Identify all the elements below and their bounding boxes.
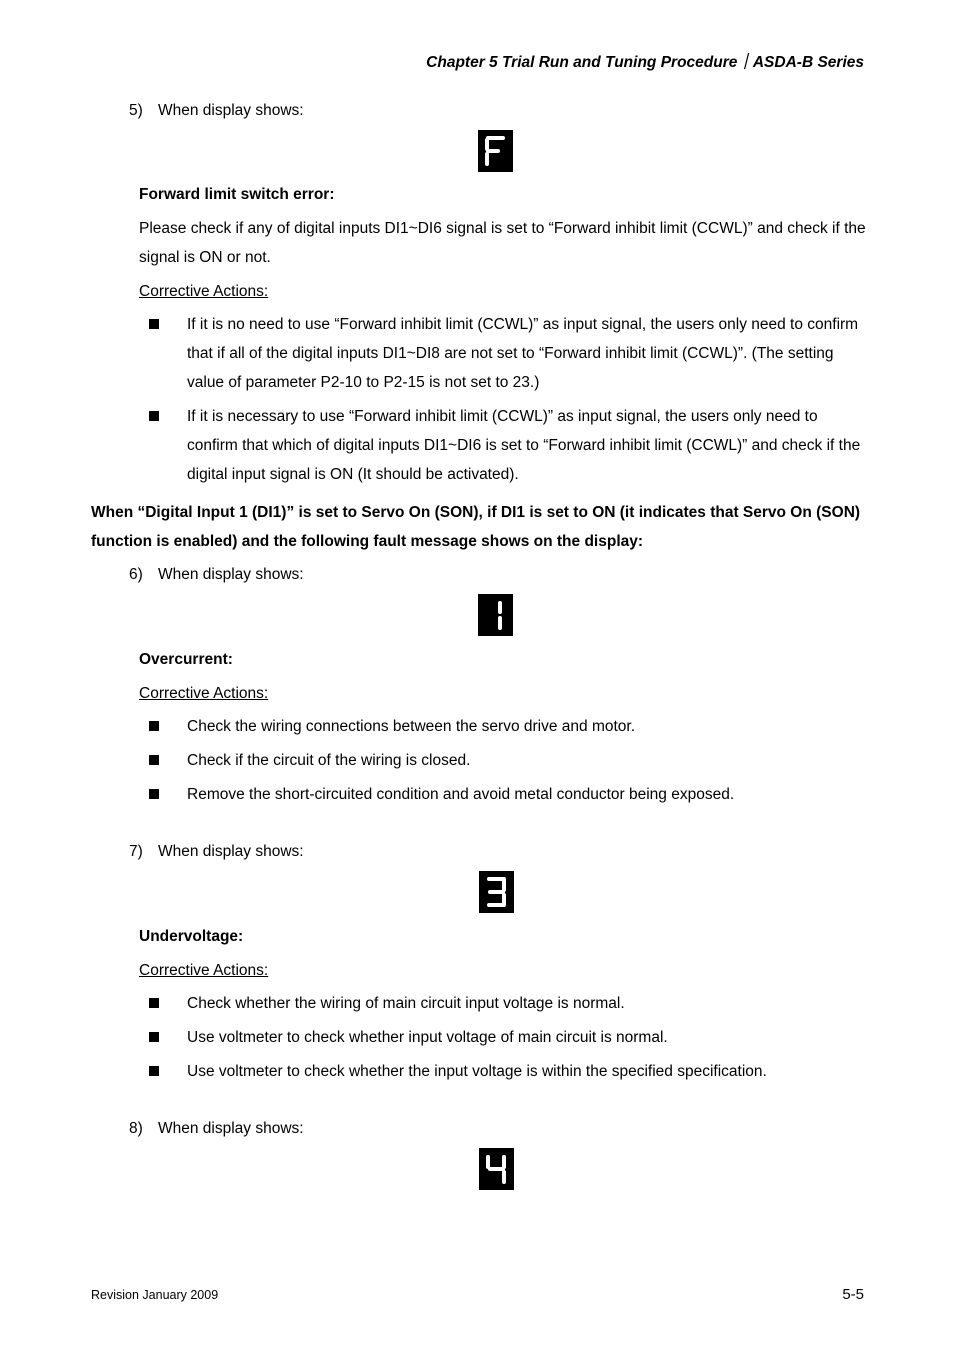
list-item-text: Remove the short-circuited condition and avoid metal conductor being exposed. xyxy=(187,786,735,803)
bullet-square-icon xyxy=(149,1066,159,1076)
list-item-text: Use voltmeter to check whether input voltage of main circuit is normal. xyxy=(187,1029,668,1046)
bullet-square-icon xyxy=(149,755,159,765)
running-header: Chapter 5 Trial Run and Tuning Procedure｜ASDA-B Series xyxy=(426,54,864,71)
corrective-actions-label: Corrective Actions: xyxy=(139,962,269,979)
corrective-actions-label: Corrective Actions: xyxy=(139,283,269,300)
step-number: 7) xyxy=(129,843,143,860)
display-1-icon xyxy=(478,594,513,636)
list-item xyxy=(149,989,869,1018)
bullet-square-icon xyxy=(149,1032,159,1042)
step-7-label xyxy=(129,843,304,861)
step-8-label xyxy=(129,1120,304,1138)
error-heading: Undervoltage: xyxy=(139,928,244,945)
display-f-icon xyxy=(478,130,513,172)
list-item xyxy=(149,310,869,397)
list-item-text: If it is necessary to use “Forward inhibit limit (CCWL)” as input signal, the users only need to confirm that which of digital inputs DI1~DI6 is set to “Forward inhibit limit (CCWL)” and check if the digital input signal is ON (It should be activated). xyxy=(187,408,861,483)
step-5-label xyxy=(129,102,304,120)
bullet-square-icon xyxy=(149,998,159,1008)
list-item-text: Check whether the wiring of main circuit input voltage is normal. xyxy=(187,995,625,1012)
step-number: 8) xyxy=(129,1120,143,1137)
list-item-text: Check the wiring connections between the servo drive and motor. xyxy=(187,718,636,735)
step-number: 5) xyxy=(129,102,143,119)
bullet-square-icon xyxy=(149,319,159,329)
list-item-text: Use voltmeter to check whether the input voltage is within the specified specification. xyxy=(187,1063,767,1080)
bullet-square-icon xyxy=(149,411,159,421)
step-number: 6) xyxy=(129,566,143,583)
list-item xyxy=(149,1057,869,1086)
son-note: When “Digital Input 1 (DI1)” is set to Servo On (SON), if DI1 is set to ON (it indicates that Servo On (SON) function is enabled) and the following fault message shows on the display: xyxy=(91,504,861,550)
page-number: 5-5 xyxy=(842,1286,864,1303)
step-text: When display shows: xyxy=(158,102,304,119)
step-text: When display shows: xyxy=(158,843,304,860)
error-description: Please check if any of digital inputs DI1~DI6 signal is set to “Forward inhibit limit (CCWL)” and check if the signal is ON or not. xyxy=(139,220,866,266)
bullet-square-icon xyxy=(149,789,159,799)
display-4-icon xyxy=(479,1148,514,1190)
display-3-icon xyxy=(479,871,514,913)
step-text: When display shows: xyxy=(158,1120,304,1137)
revision-text: Revision January 2009 xyxy=(91,1288,219,1302)
corrective-actions-label: Corrective Actions: xyxy=(139,685,269,702)
list-item xyxy=(149,780,869,809)
error-heading: Forward limit switch error: xyxy=(139,186,335,203)
list-item xyxy=(149,1023,869,1052)
bullet-square-icon xyxy=(149,721,159,731)
list-item-text: Check if the circuit of the wiring is closed. xyxy=(187,752,471,769)
step-text: When display shows: xyxy=(158,566,304,583)
step-6-label xyxy=(129,566,304,584)
list-item xyxy=(149,712,869,741)
list-item-text: If it is no need to use “Forward inhibit limit (CCWL)” as input signal, the users only need to confirm that if all of the digital inputs DI1~DI8 are not set to “Forward inhibit limit (CCWL)”. (The setting value of parameter P2-10 to P2-15 is not set to 23.) xyxy=(187,316,859,391)
list-item xyxy=(149,402,869,489)
error-heading: Overcurrent: xyxy=(139,651,233,668)
list-item xyxy=(149,746,869,775)
